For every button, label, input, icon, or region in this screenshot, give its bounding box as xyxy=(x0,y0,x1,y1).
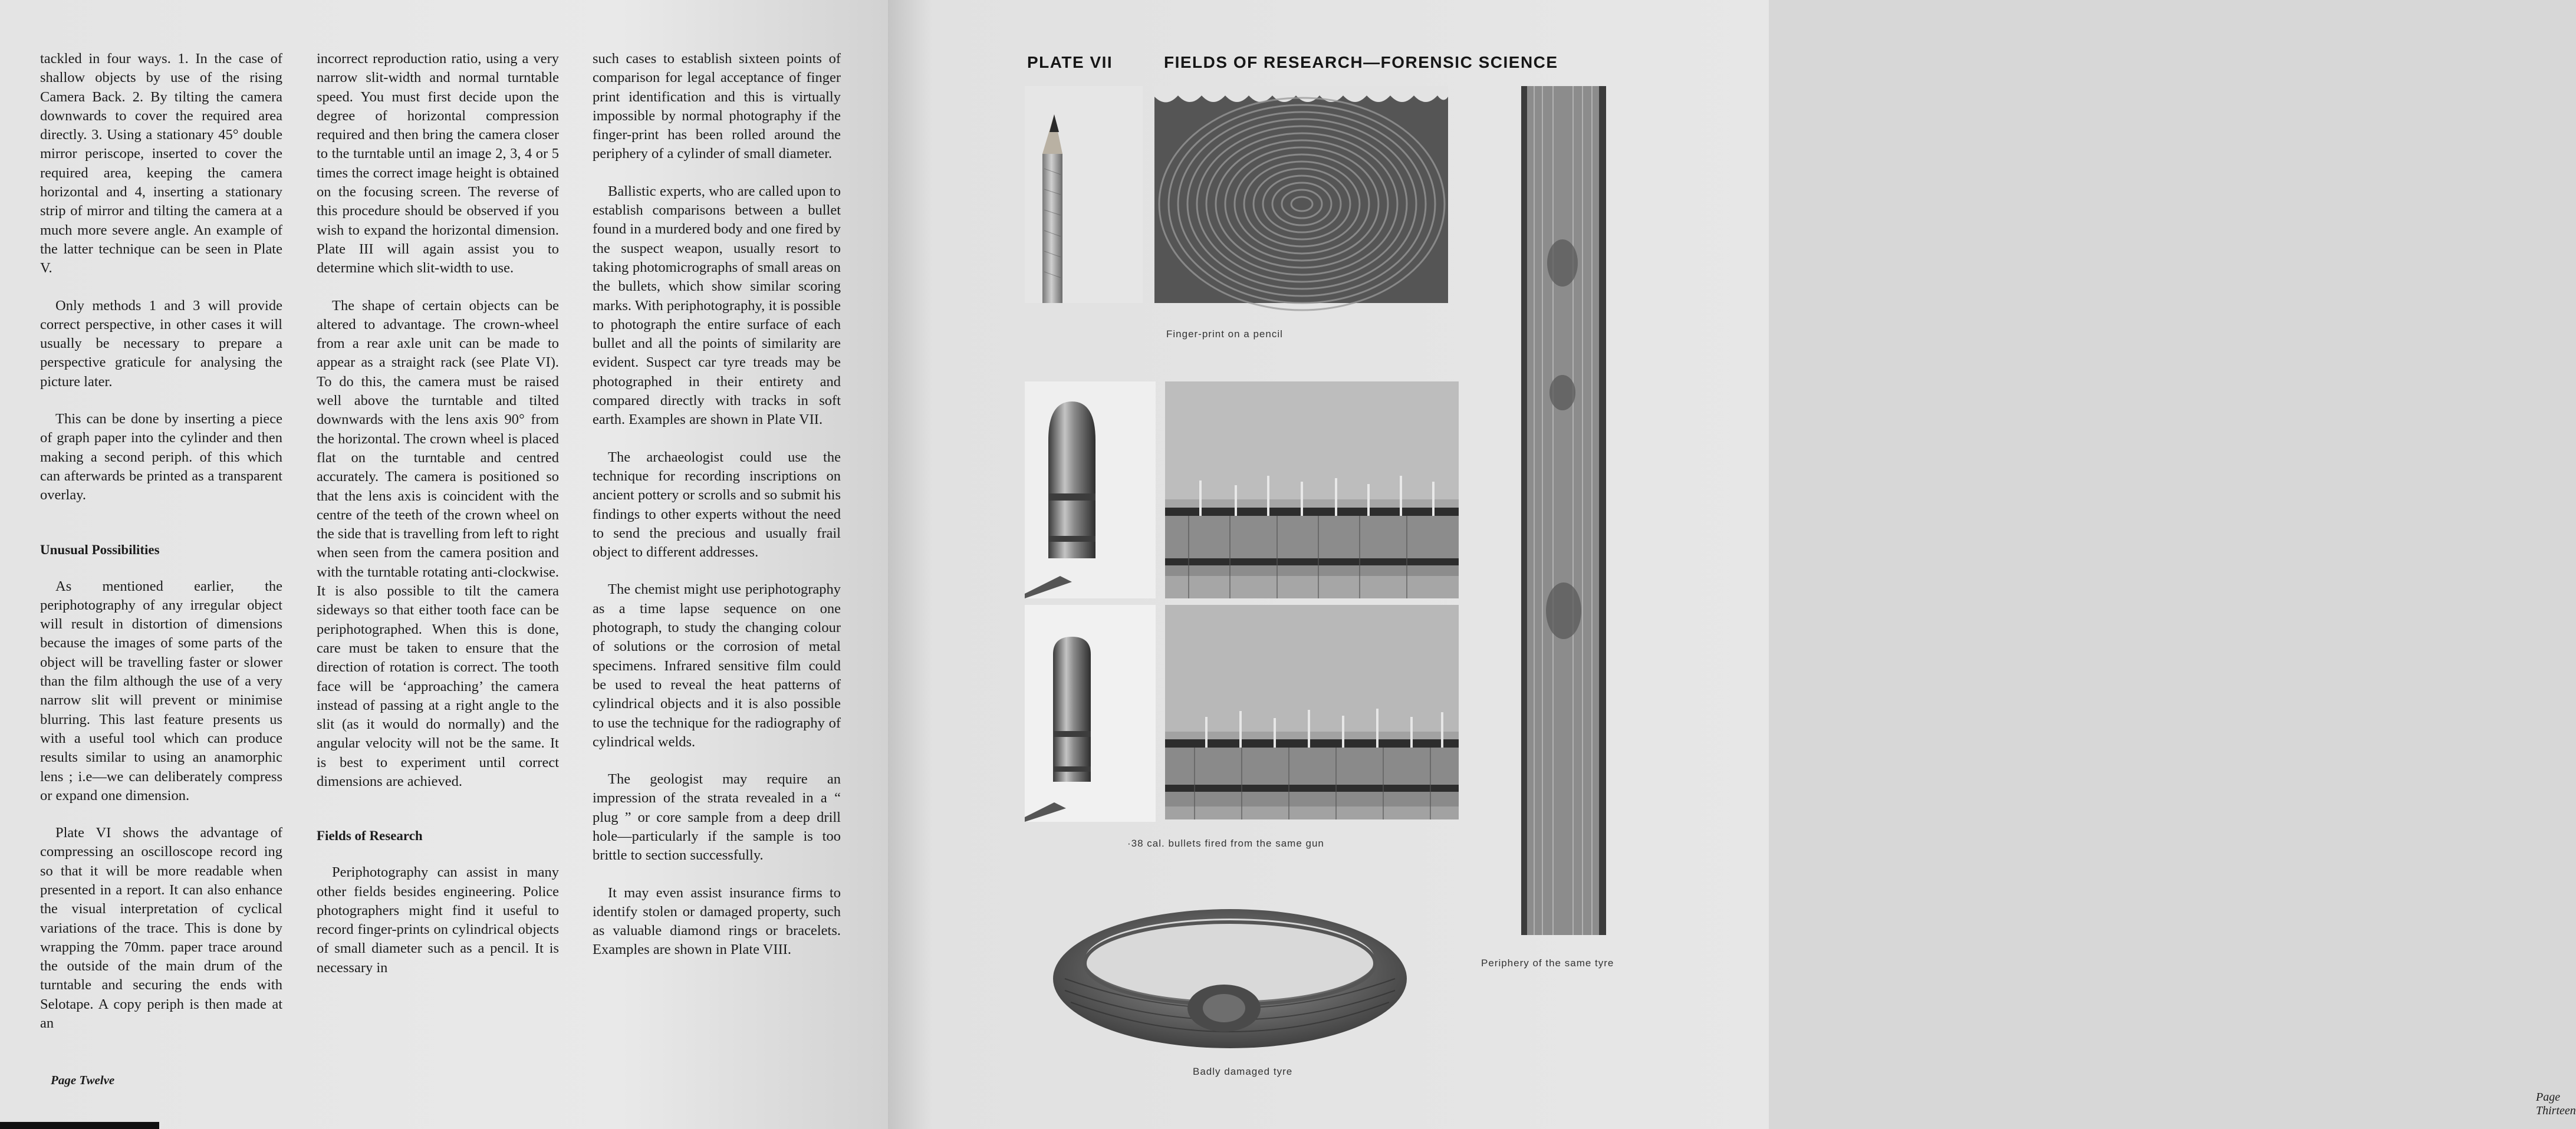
pencil-illustration xyxy=(1025,86,1143,303)
bullets-caption: ·38 cal. bullets fired from the same gun xyxy=(1127,838,1324,849)
bullet-photo-top xyxy=(1025,381,1156,598)
section-heading-unusual-possibilities: Unusual Possibilities xyxy=(40,542,160,557)
bullet-periphery-photo-bottom xyxy=(1165,605,1459,819)
paragraph: such cases to establish sixteen points of comparison for legal acceptance of finger print identification and this is virtually impossible by normal photography if the finger-print has been rolled around the periphery of a cylinder of small diameter. xyxy=(593,51,841,162)
tyre-periphery-photo xyxy=(1521,86,1606,935)
plate-title: FIELDS OF RESEARCH—FORENSIC SCIENCE xyxy=(1164,53,1558,71)
scan-edge-strip xyxy=(0,1122,159,1129)
left-page xyxy=(0,0,888,1129)
tyre-periphery-illustration xyxy=(1521,86,1606,935)
periphery-caption: Periphery of the same tyre xyxy=(1481,957,1614,969)
paragraph: The archaeologist could use the technique for recording inscriptions on ancient pottery or scrolls and so submit his findings to other experts without the need to send the precious and usually frail object to different addresses. xyxy=(593,449,841,561)
paragraph: The shape of certain objects can be altered to advantage. The crown-wheel from a rear axle unit can be made to appear as a straight rack (see Plate VI). To do this, the camera must be raised well above the turntable and tilted downwards with the lens axis 90° from the horizontal. The crown wheel is placed flat on the turntable and centred accurately. The camera is positioned so that the lens axis is coincident with the centre of the teeth of the crown wheel on the side that is travelling from left to right when seen from the camera position and with the turntable rotating anti-clockwise. It is also possible to tilt the camera sideways so that either tooth face can be periphotographed. When this is done, care must be taken to ensure that the direction of rotation is correct. The tooth face will be ‘approaching’ the camera instead of passing at a right angle to the slit (as it would do normally) and the angular velocity will not be the same. It is best to experiment until correct dimensions are achieved. xyxy=(317,297,559,789)
bullet-periphery-illustration-top xyxy=(1165,381,1459,598)
page-number-right: Page Thirteen xyxy=(2536,1091,2576,1117)
section-heading-fields-of-research: Fields of Research xyxy=(317,828,423,844)
paragraph: It may even assist insurance firms to identify stolen or damaged property, such as valuable diamond rings or bracelets. Examples are shown in Plate VIII. xyxy=(593,884,841,958)
bullet-photo-bottom xyxy=(1025,605,1156,822)
paragraph: As mentioned earlier, the periphotography of any irregular object will result in distortion of dimensions because the images of some parts of the object will be travelling faster or slower than the film although the use of a very narrow slit will prevent or minimise blurring. This last feature presents us with a useful tool which can produce results similar to using an anamorphic lens ; i.e—we can deliberately compress or expand one dimension. xyxy=(40,578,282,804)
bullet-illustration-bottom xyxy=(1025,605,1156,822)
paragraph: This can be done by inserting a piece of graph paper into the cylinder and then making a second periph. of this which can afterwards be printed as a transparent overlay. xyxy=(40,411,282,503)
tyre-caption: Badly damaged tyre xyxy=(1193,1066,1293,1077)
paragraph: incorrect reproduction ratio, using a very narrow slit-width and normal turntable speed. You must first decide upon the degree of horizontal compression required and then bring the camera closer to the turntable until an image 2, 3, 4 or 5 times the correct image height is obtained on the focusing screen. The reverse of this procedure should be observed if you wish to expand the horizontal dimension. Plate III will again assist you to determine which slit-width to use. xyxy=(317,51,559,277)
tyre-illustration xyxy=(1047,890,1413,1054)
plate-label: PLATE VII xyxy=(1027,53,1113,71)
tyre-photo xyxy=(1047,890,1413,1054)
bullet-illustration-top xyxy=(1025,381,1156,598)
paragraph: Plate VI shows the advantage of compressing an oscilloscope record ing so that it will be more readable when presented in a report. It can also enhance the visual interpretation of cyclical variations of the trace. This is done by wrapping the 70mm. paper trace around the outside of the main drum of the turntable and securing the ends with Selotape. A copy periph is then made at an xyxy=(40,825,282,1032)
right-page xyxy=(888,0,2576,1129)
fingerprint-illustration xyxy=(1154,86,1448,303)
paragraph: Ballistic experts, who are called upon to establish comparisons between a bullet found in a murdered body and one fired by the suspect weapon, usually resort to taking photomicrographs of small areas on the bullets, which show similar scoring marks. With periphotography, it is possible to photograph the entire surface of each bullet and all the points of similarity are evident. Suspect car tyre treads may be photographed in their entirety and compared directly with tracks in soft earth. Examples are shown in Plate VII. xyxy=(593,183,841,428)
text-column-2 xyxy=(317,50,559,977)
bullet-periphery-illustration-bottom xyxy=(1165,605,1459,819)
bullet-periphery-photo-top xyxy=(1165,381,1459,598)
paragraph: Periphotography can assist in many other fields besides engineering. Police photographers might find it useful to record finger-prints on cylindrical objects of small diameter such as a pencil. It is necessary in xyxy=(317,864,559,976)
text-column-1 xyxy=(40,50,282,1033)
paragraph: The geologist may require an impression of the strata revealed in a “ plug ” or core sample from a deep drill hole—particularly if the sample is too brittle to section successfully. xyxy=(593,771,841,864)
page-number-left: Page Twelve xyxy=(51,1073,115,1087)
fingerprint-photo xyxy=(1154,86,1448,303)
paragraph: tackled in four ways. 1. In the case of shallow objects by use of the rising Camera Back. 2. By tilting the camera downwards to cover the required area directly. 3. Using a stationary 45° double mirror periscope, inserted to cover the required area, keeping the camera horizontal and 4, inserting a stationary strip of mirror and tilting the camera at a much more severe angle. An example of the latter technique can be seen in Plate V. xyxy=(40,51,282,277)
pencil-photo xyxy=(1025,86,1143,303)
text-column-3 xyxy=(593,50,841,960)
paragraph: Only methods 1 and 3 will provide correct perspective, in other cases it will usually be necessary to prepare a perspective graticule for analysing the picture later. xyxy=(40,297,282,390)
paragraph: The chemist might use periphotography as a time lapse sequence on one photograph, to study the changing colour of solutions or the corrosion of metal specimens. Infrared sensitive film could be used to reveal the heat patterns of cylindrical objects and it is also possible to use the technique for the radiography of cylindrical welds. xyxy=(593,581,841,750)
fingerprint-caption: Finger-print on a pencil xyxy=(1166,328,1283,340)
